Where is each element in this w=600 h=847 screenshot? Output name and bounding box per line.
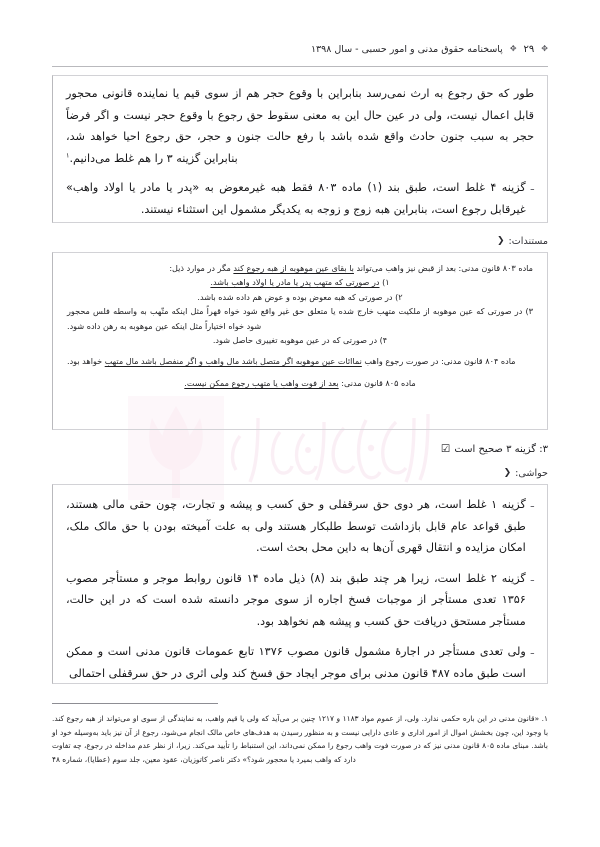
documents-label-text: مستندات:: [508, 236, 548, 247]
header-divider: [52, 66, 548, 67]
page-number: ۲۹: [523, 44, 535, 55]
footnote-number: ۱: [544, 714, 548, 723]
footnote-divider: [52, 703, 218, 704]
note-item-2: [66, 568, 534, 633]
dash-bullet-icon: ـ: [530, 180, 534, 193]
note-item-3: [66, 641, 534, 684]
note-text-1: گزینه ۱ غلط است، هر دوی حق سرقفلی و حق کسب و پیشه و تجارت، چون حقی مالی هستند، طبق قواعد عام قابل بازداشت توسط طلبکار هستند ولی به علت آمیخته بودن با حق مالک ملک، امکان مزایده و انتقال قهری آن‌ها به داین محل بحث است.: [66, 498, 526, 554]
citation-article-804: ماده ۸۰۴ قانون مدنی: در صورت رجوع واهب نماائات عین موهوبه اگر متصل باشد مال واهب و اگر منفصل باشد مال متهب خواهد بود.: [67, 356, 516, 367]
citation-803-clause-2: ۲) در صورتی که هبه معوض بوده و عوض هم داده شده باشد.: [197, 291, 403, 302]
header-title: پاسخنامه حقوق مدنی و امور حسبی - سال ۱۳۹۸: [310, 44, 503, 55]
citation-803-clause-4: ۴) در صورتی که در عین موهوبه تغییری حاصل شود.: [212, 335, 388, 346]
checked-box-icon: ☑: [440, 443, 451, 456]
citation-803-clause-1: ۱) در صورتی که متهب پدر یا مادر یا اولاد واهب باشد.: [210, 277, 390, 288]
option-4-item: [66, 177, 534, 220]
option-4-text: گزینه ۴ غلط است، طبق بند (۱) ماده ۸۰۳ فقط هبه غیرمعوض به «پدر یا مادر یا اولاد واهب» غیرقابل رجوع است، بنابراین هبه زوج و زوجه به یکدیگر مشمول این استثناء نیستند.: [66, 181, 526, 216]
chevron-left-icon: ❮: [497, 236, 505, 246]
dash-bullet-icon: ـ: [530, 644, 534, 657]
citation-article-803: ماده ۸۰۳ قانون مدنی: بعد از قبض نیز واهب می‌تواند با بقای عین موهوبه از هبه رجوع کند مگر در موارد ذیل:: [169, 263, 533, 273]
notes-box: [52, 484, 548, 684]
dash-bullet-icon: ـ: [530, 570, 534, 584]
answer-line: [441, 444, 548, 455]
documents-label: [497, 236, 548, 247]
continuation-paragraph: طور که حق رجوع به ارث نمی‌رسد بنابراین با وقوع حجر هم از سوی قیم یا نماینده قانونی محجور قابل اعمال نیست، ولی در عین حال این به معنی سقوط حق رجوع با وقوع حجر نیست و اگر فرضاً حجر به سبب جنون حادث واقع شده باشد با رفع حالت جنون و حجر، حق رجوع احیا خواهد شد، بنابراین گزینه ۳ را هم غلط می‌دانیم.$^۱$: [66, 87, 534, 165]
chevron-left-icon: ❮: [503, 468, 512, 478]
footnote-marker: ۱: [66, 150, 70, 159]
footnote-citation: دکتر ناصر کاتوزیان، عقود معین، جلد سوم (عطایا)، شماره ۴۸: [52, 755, 241, 765]
note-item-1: [66, 494, 534, 559]
continuation-box: [52, 75, 548, 223]
dash-bullet-icon: ـ: [530, 497, 534, 510]
answer-text: ۳: گزینه ۳ صحیح است: [454, 444, 548, 455]
note-text-2: گزینه ۲ غلط است، زیرا هر چند طبق بند (۸) ذیل ماده ۱۴ قانون روابط موجر و مستأجر مصوب ۱۳۵۶ تعدی مستأجر از موجبات فسخ اجاره از سوی موجر دانسته شده است که در این حالت، مستأجر مستحق دریافت حق کسب و پیشه هم نخواهد بود.: [66, 571, 526, 628]
notes-label-text: حواشی:: [515, 468, 548, 479]
note-text-3: ولی تعدی مستأجر در اجارهٔ مشمول قانون مصوب ۱۳۷۶ تابع عمومات قانون مدنی است و ممکن است طبق ماده ۴۸۷ قانون مدنی برای موجر ایجاد حق فسخ کند ولی اثری در حق سرقفلی احتمالی: [66, 645, 526, 680]
footnote-block: [52, 712, 548, 767]
page-header: [52, 44, 548, 66]
notes-label: [504, 468, 548, 479]
citation-803-clause-3: ۳) در صورتی که عین موهوبه از ملکیت متهب خارج شده یا متعلق حق غیر واقع شود خواه قهراً مثل اینکه متّهب به واسطه فلس محجور شود خواه اختیاراً مثل اینکه عین موهوبه به رهن داده شود.: [67, 306, 533, 331]
ornament-icon: ✥: [541, 43, 548, 53]
footnote-text: ۱. «قانون مدنی در این باره حکمی ندارد. ولی، از عموم مواد ۱۱۸۳ و ۱۲۱۷ چنین بر می‌آید که ولی یا قیم واهب، به نمایندگی از سوی او می‌تواند از هبه رجوع کند. با وجود این، چون بخشش اموال از امور اداری و عادی دارایی نیست و به منظور رسیدن به هدف‌های خاص مالک انجام می‌شود، رجوع از آن نیز باید به‌وسیله خود او باشد. مبنای ماده ۸۰۵ قانون مدنی نیز که در صورت فوت واهب رجوع را ممکن نمی‌داند، این استنباط را تأیید می‌کند. زیرا، از نظر عدم مداخله در رجوع، چه تفاوت دارد که واهب بمیرد یا محجور شود؟» دکتر ناصر کاتوزیان، عقود معین، جلد سوم (عطایا)، شماره ۴۸: [52, 714, 548, 765]
citation-article-805: ماده ۸۰۵ قانون مدنی: بعد از فوت واهب یا متهب رجوع ممکن نیست.: [184, 377, 416, 388]
ornament-icon: ✥: [509, 43, 517, 53]
citations-box: [52, 252, 548, 430]
